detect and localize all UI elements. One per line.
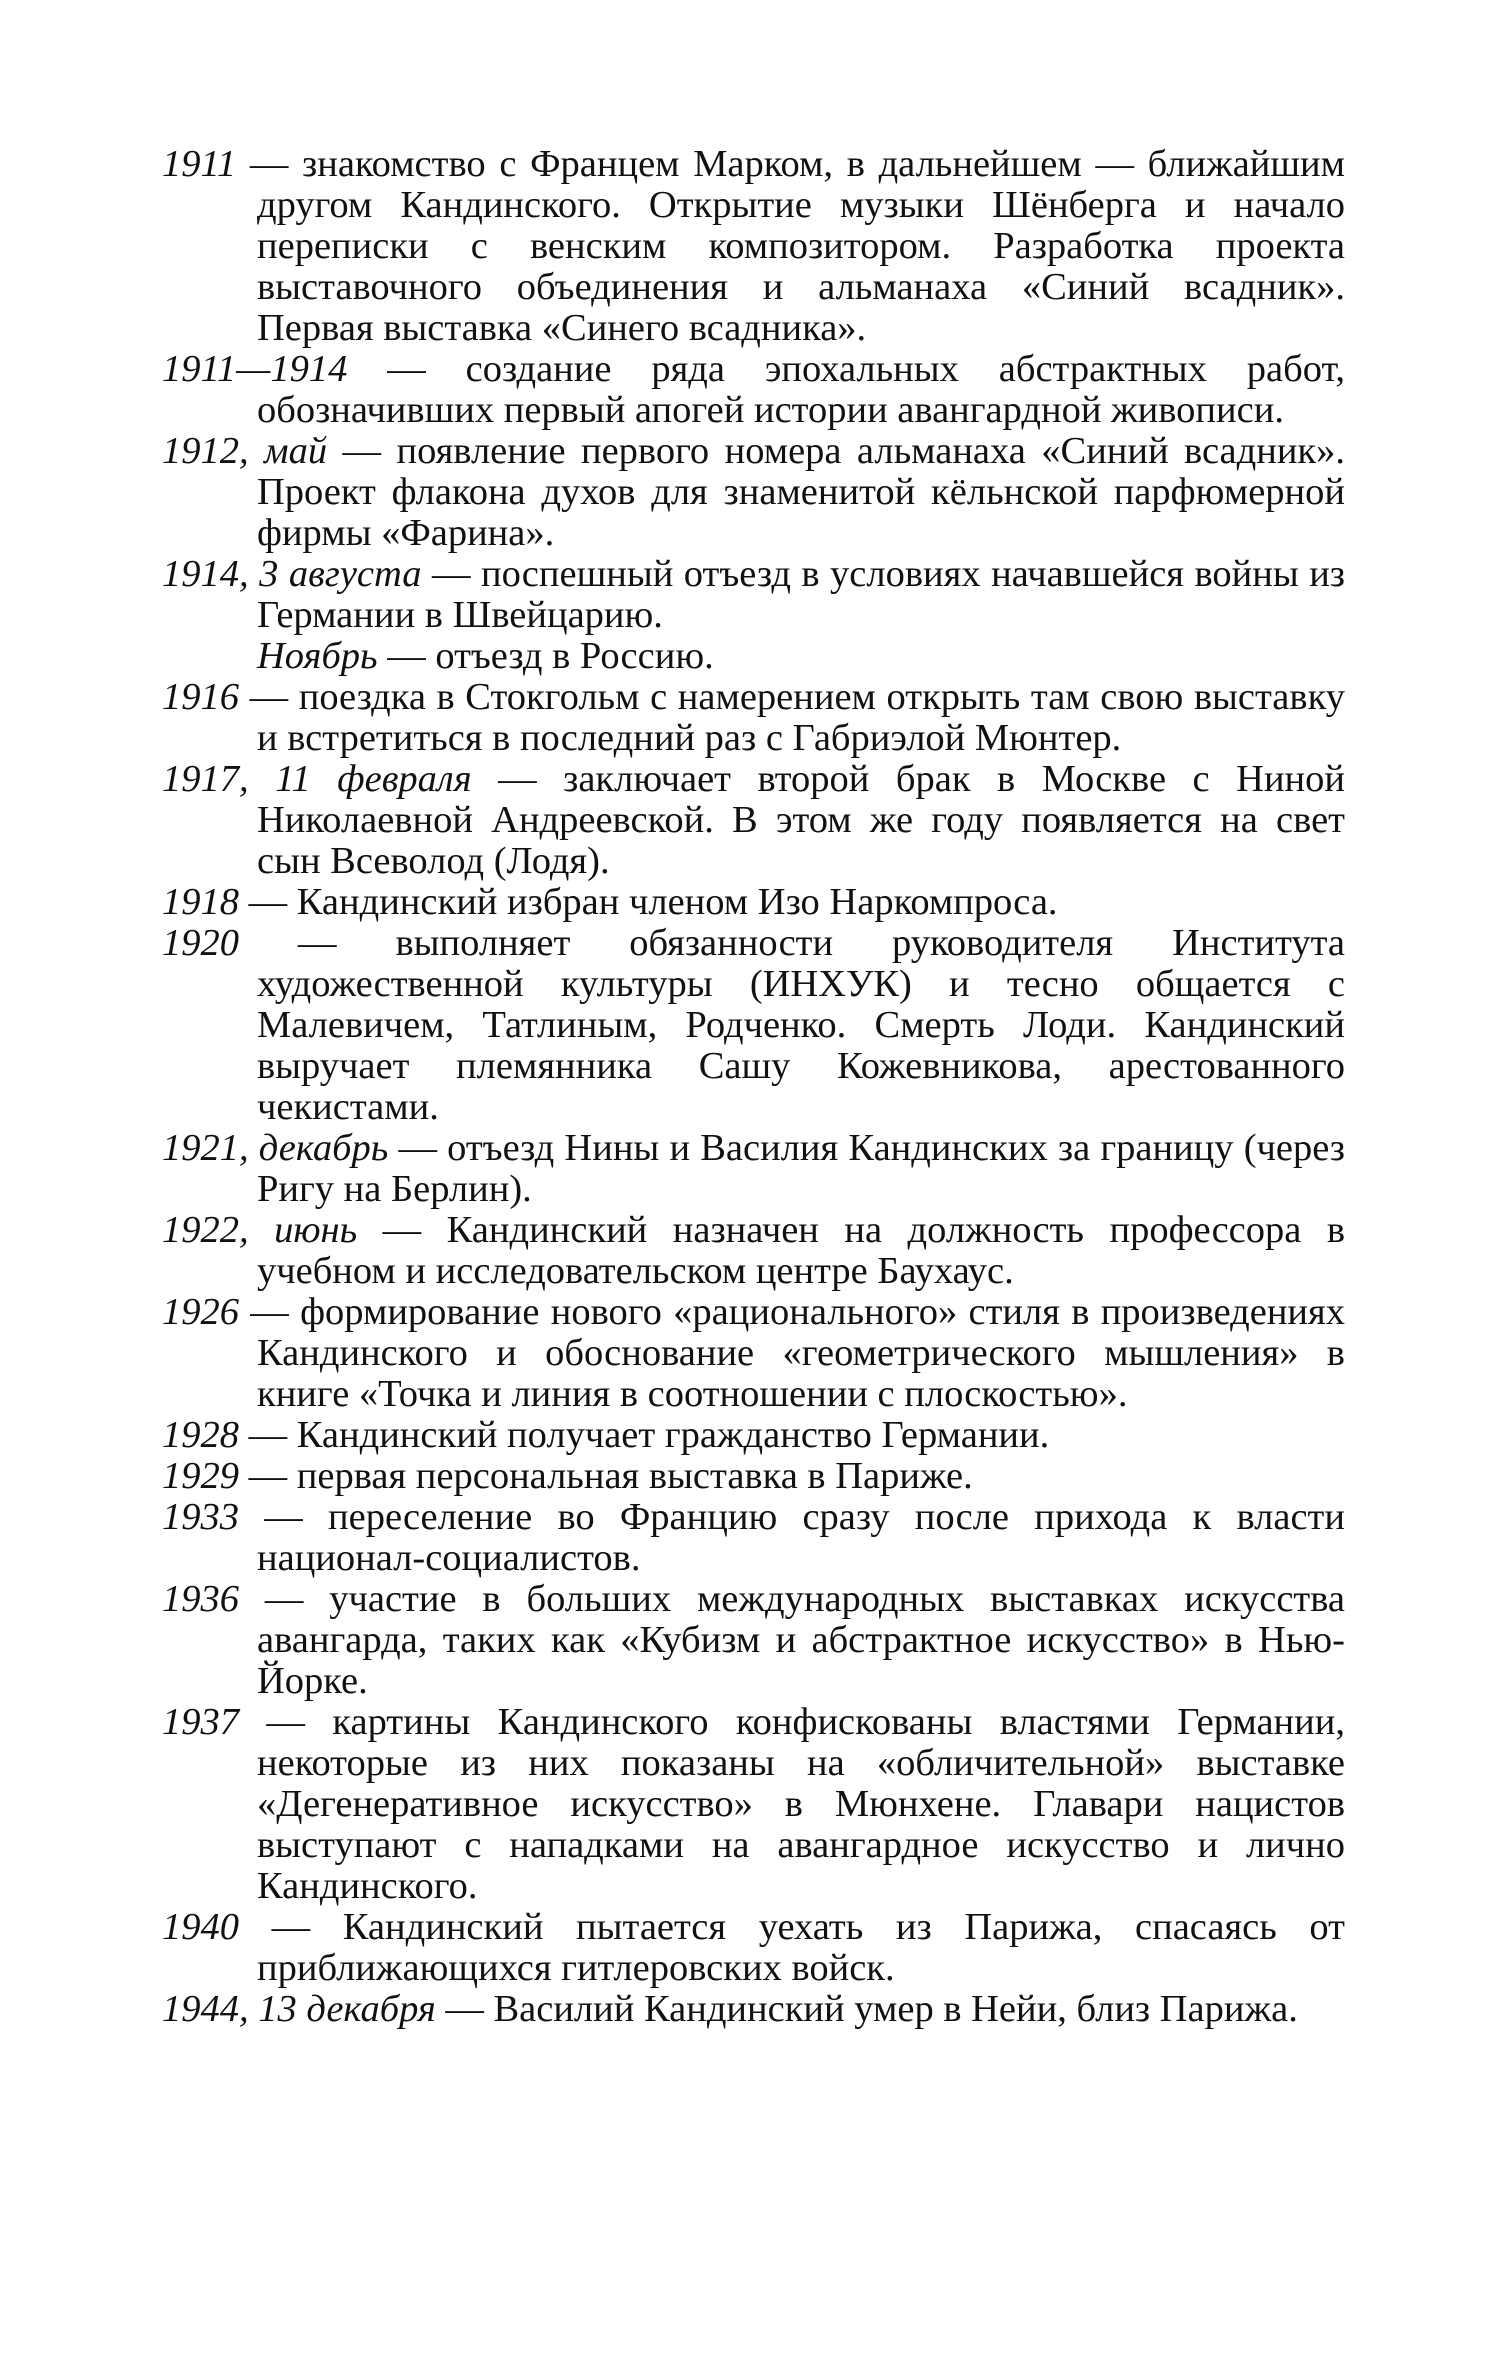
chronology-entry-1914-november — [162, 636, 1345, 677]
chronology-entry-1937 — [162, 1702, 1345, 1907]
entry-date: 1917, 11 февраля — [162, 758, 472, 800]
chronology-entry-1920 — [162, 923, 1345, 1128]
chronology-entry-1918 — [162, 882, 1345, 923]
entry-date: Ноябрь — [257, 635, 378, 677]
chronology-entry-1921 — [162, 1128, 1345, 1210]
entry-date: 1914, 3 августа — [162, 553, 422, 595]
chronology-entry-1926 — [162, 1292, 1345, 1415]
chronology-list — [162, 144, 1345, 2030]
entry-date: 1944, 13 декабря — [162, 1988, 436, 2030]
chronology-entry-1916 — [162, 677, 1345, 759]
chronology-entry-1936 — [162, 1579, 1345, 1702]
entry-date: 1921, декабрь — [162, 1127, 389, 1169]
entry-text: — создание ряда эпохальных абстрактных работ, обозначивших первый апогей истории авангардной живописи. — [257, 348, 1345, 431]
entry-text: — переселение во Францию сразу после прихода к власти национал-социалистов. — [239, 1496, 1345, 1579]
entry-date: 1929 — [162, 1455, 239, 1497]
entry-text: — формирование нового «рационального» стиля в произведениях Кандинского и обоснование «геометрического мышления» в книге «Точка и линия в соотношении с плоскостью». — [239, 1291, 1345, 1415]
entry-date: 1911 — [162, 143, 237, 185]
entry-date: 1940 — [162, 1906, 239, 1948]
chronology-entry-1940 — [162, 1907, 1345, 1989]
entry-date: 1936 — [162, 1578, 239, 1620]
entry-text: — Василий Кандинский умер в Нейи, близ Парижа. — [435, 1988, 1298, 2030]
entry-text: — заключает второй брак в Москве с Ниной Николаевной Андреевской. В этом же году появляется на свет сын Всеволод (Лодя). — [257, 758, 1346, 882]
chronology-entry-1911 — [162, 144, 1345, 349]
entry-text: — появление первого номера альманаха «Синий всадник». Проект флакона духов для знаменитой кёльнской парфюмерной фирмы «Фарина». — [257, 430, 1345, 554]
entry-text: — Кандинский получает гражданство Германии. — [239, 1414, 1050, 1456]
entry-date: 1920 — [162, 922, 239, 964]
entry-text: — знакомство с Францем Марком, в дальнейшем — ближайшим другом Кандинского. Открытие музыки Шёнберга и начало переписки с венским композитором. Разработка проекта выставочного объединения и альманаха «Синий всадник». Первая выставка «Синего всадника». — [236, 143, 1345, 349]
entry-date: 1922, июнь — [162, 1209, 358, 1251]
entry-text: — поездка в Стокгольм с намерением открыть там свою выставку и встретиться в последний раз с Габриэлой Мюнтер. — [239, 676, 1345, 759]
chronology-entry-1911-1914 — [162, 349, 1345, 431]
chronology-entry-1914 — [162, 554, 1345, 636]
entry-date: 1926 — [162, 1291, 239, 1333]
entry-date: 1918 — [162, 881, 239, 923]
chronology-entry-1912 — [162, 431, 1345, 554]
entry-text: — участие в больших международных выставках искусства авангарда, таких как «Кубизм и абстрактное искусство» в Нью-Йорке. — [239, 1578, 1345, 1702]
chronology-entry-1944 — [162, 1989, 1345, 2030]
entry-date: 1911—1914 — [162, 348, 348, 390]
chronology-entry-1917 — [162, 759, 1345, 882]
chronology-entry-1928 — [162, 1415, 1345, 1456]
entry-text: — выполняет обязанности руководителя Института художественной культуры (ИНХУК) и тесно общается с Малевичем, Татлиным, Родченко. Смерть Лоди. Кандинский выручает племянника Сашу Кожевникова, арестованного чекистами. — [239, 922, 1345, 1128]
entry-text: — Кандинский пытается уехать из Парижа, спасаясь от приближающихся гитлеровских войск. — [239, 1906, 1345, 1989]
entry-text: — Кандинский назначен на должность профессора в учебном и исследовательском центре Баухаус. — [257, 1209, 1346, 1292]
entry-date: 1937 — [162, 1701, 239, 1743]
entry-date: 1916 — [162, 676, 239, 718]
entry-text: — отъезд Нины и Василия Кандинских за границу (через Ригу на Берлин). — [257, 1127, 1345, 1210]
chronology-entry-1922 — [162, 1210, 1345, 1292]
entry-text: — поспешный отъезд в условиях начавшейся войны из Германии в Швейцарию. — [257, 553, 1345, 636]
entry-date: 1912, май — [162, 430, 328, 472]
entry-text: — картины Кандинского конфискованы властями Германии, некоторые из них показаны на «обличительной» выставке «Дегенеративное искусство» в Мюнхене. Главари нацистов выступают с нападками на авангардное искусство и лично Кандинского. — [239, 1701, 1345, 1907]
entry-date: 1928 — [162, 1414, 239, 1456]
chronology-entry-1933 — [162, 1497, 1345, 1579]
entry-text: — первая персональная выставка в Париже. — [239, 1455, 973, 1497]
entry-date: 1933 — [162, 1496, 239, 1538]
chronology-entry-1929 — [162, 1456, 1345, 1497]
entry-text: — отъезд в Россию. — [377, 635, 714, 677]
entry-text: — Кандинский избран членом Изо Наркомпроса. — [239, 881, 1058, 923]
